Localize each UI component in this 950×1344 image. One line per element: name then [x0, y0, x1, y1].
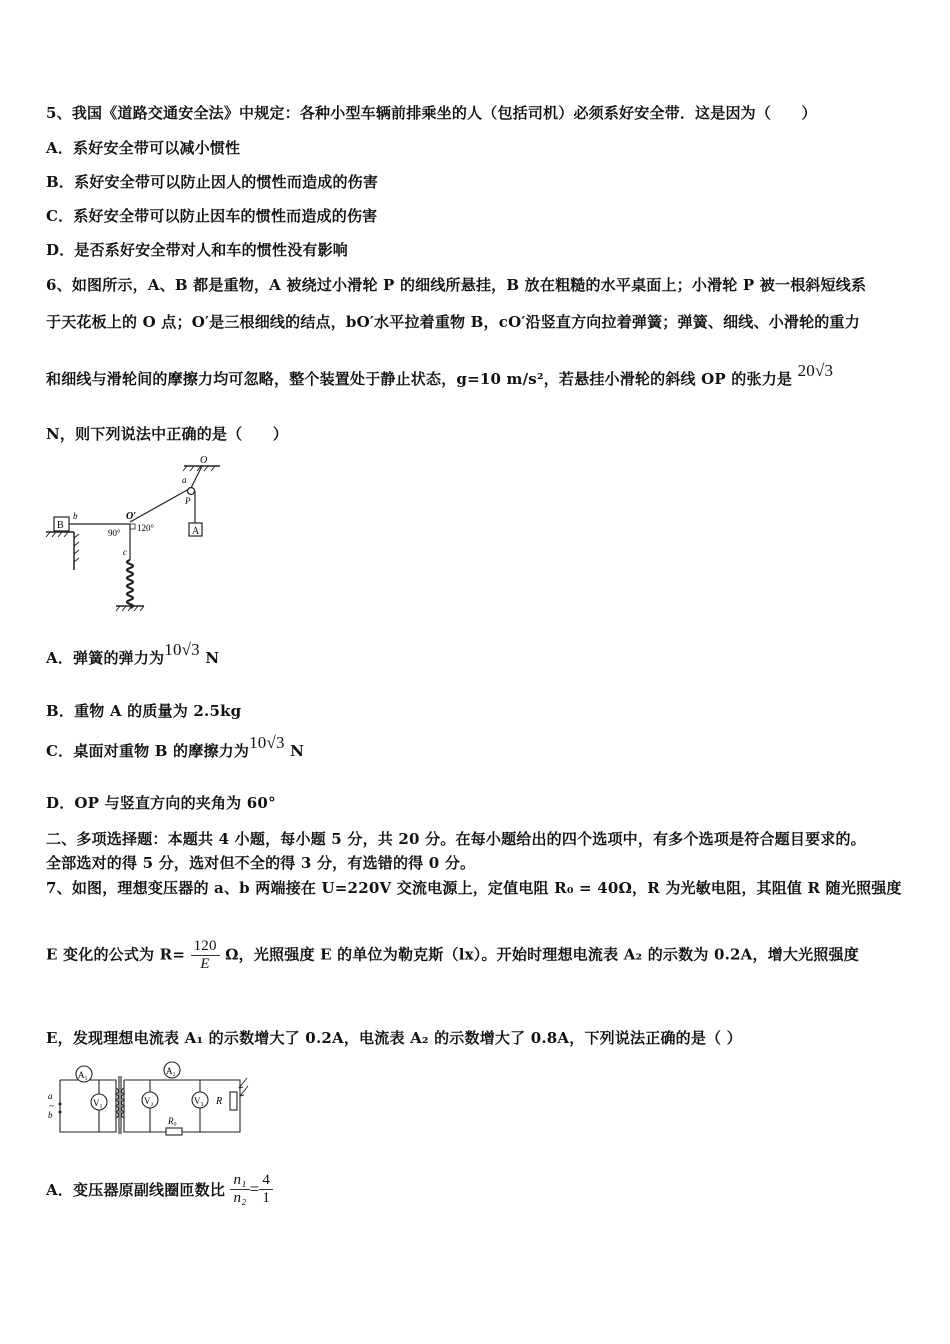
label-angle-90: 90° — [108, 528, 121, 538]
q6-pulley-diagram — [44, 452, 234, 614]
q6-tension-value: 20√3 — [797, 361, 834, 380]
q7-option-a — [46, 1172, 273, 1207]
resistor-r0 — [166, 1128, 182, 1135]
q5-option-c: C．系好安全带可以防止因车的惯性而造成的伤害 — [46, 207, 378, 225]
q6-line2: 于天花板上的 O 点；O′是三根细线的结点，bO′水平拉着重物 B，cO′沿竖直方向拉着弹簧；弹簧、细线、小滑轮的重力 — [46, 313, 860, 331]
photoresistor-r — [230, 1092, 237, 1110]
q6-option-a — [46, 640, 220, 668]
q6-line1: 6、如图所示，A、B 都是重物，A 被绕过小滑轮 P 的细线所悬挂，B 放在粗糙的水平桌面上；小滑轮 P 被一根斜短线系 — [46, 276, 867, 294]
q6-option-a-text: A．弹簧的弹力为 — [46, 649, 165, 667]
label-terminal-a: a — [48, 1091, 53, 1101]
q6-option-c-text: C．桌面对重物 B 的摩擦力为 — [46, 742, 250, 760]
q5-stem: 5、我国《道路交通安全法》中规定：各种小型车辆前排乘坐的人（包括司机）必须系好安全带．这是因为（ ） — [46, 104, 817, 122]
q6-line3-text: 和细线与滑轮间的摩擦力均可忽略，整个装置处于静止状态，g=10 m/s²，若悬挂小滑轮的斜线 OP 的张力是 — [46, 370, 793, 388]
q6-line3 — [46, 361, 834, 389]
label-terminal-b: b — [48, 1110, 53, 1120]
label-v2: V₂ — [144, 1096, 154, 1106]
q7-n2: n₂ — [230, 1189, 249, 1207]
label-a: a — [182, 475, 187, 485]
spring — [127, 560, 133, 608]
q5-option-d: D．是否系好安全带对人和车的惯性没有影响 — [46, 241, 349, 259]
label-c: c — [123, 547, 127, 557]
label-b-box: B — [57, 520, 64, 531]
q7-ratio-num: 4 — [262, 1172, 271, 1188]
q7-frac-den: E — [191, 955, 220, 973]
q7-option-a-text: A．变压器原副线圈匝数比 — [46, 1181, 226, 1199]
q7-line3: E，发现理想电流表 A₁ 的示数增大了 0.2A，电流表 A₂ 的示数增大了 0.8A，下列说法正确的是（ ） — [46, 1029, 742, 1047]
q6-option-d: D．OP 与竖直方向的夹角为 60° — [46, 794, 276, 812]
q7-formula-fraction — [191, 938, 220, 973]
q7-n1: n₁ — [233, 1172, 247, 1188]
q6-option-c-unit: N — [290, 742, 305, 760]
q6-option-a-math: 10√3 — [164, 640, 200, 659]
q5-option-b: B．系好安全带可以防止因人的惯性而造成的伤害 — [46, 173, 379, 191]
label-r: R — [216, 1096, 223, 1107]
q7-line2-post: Ω，光照强度 E 的单位为勒克斯（lx）。开始时理想电流表 A₂ 的示数为 0.2A，增大光照强度 — [225, 945, 859, 964]
q6-option-a-unit: N — [205, 649, 220, 667]
label-a-box: A — [192, 526, 200, 537]
label-b: b — [73, 511, 78, 521]
q7-transformer-circuit — [44, 1058, 249, 1136]
label-angle-120: 120° — [137, 523, 155, 533]
pulley-p — [188, 488, 195, 495]
q6-option-c — [46, 733, 305, 761]
q6-option-c-math: 10√3 — [249, 733, 285, 752]
q7-turns-ratio-lhs — [230, 1172, 249, 1207]
q7-line2 — [46, 938, 859, 973]
label-r0: R₀ — [168, 1116, 177, 1126]
label-o: O — [200, 455, 208, 466]
q7-equals: = — [249, 1179, 260, 1199]
label-tilde: ~ — [49, 1101, 54, 1111]
label-p: P — [185, 496, 191, 506]
q7-turns-ratio-rhs — [259, 1172, 273, 1207]
q7-frac-num: 120 — [193, 938, 217, 954]
label-v1: V₁ — [93, 1098, 103, 1108]
op-line — [191, 466, 202, 488]
q7-line1: 7、如图，理想变压器的 a、b 两端接在 U=220V 交流电源上，定值电阻 R₀ = 40Ω，R 为光敏电阻，其阻值 R 随光照强度 — [46, 879, 902, 897]
rope-o-prime-to-p — [130, 489, 189, 522]
q7-line2-pre: E 变化的公式为 R= — [46, 945, 186, 964]
label-o-prime: O′ — [126, 511, 137, 522]
q5-option-a: A．系好安全带可以减小惯性 — [46, 139, 241, 157]
section2-line1: 二、多项选择题：本题共 4 小题，每小题 5 分，共 20 分。在每小题给出的四个选项中，有多个选项是符合题目要求的。 — [46, 830, 866, 848]
q7-ratio-den: 1 — [259, 1189, 273, 1207]
label-v3: V₃ — [194, 1096, 204, 1106]
label-a1: A₁ — [78, 1070, 88, 1080]
label-a2: A₂ — [166, 1066, 176, 1076]
section2-line2: 全部选对的得 5 分，选对但不全的得 3 分，有选错的得 0 分。 — [46, 854, 476, 872]
q6-option-b: B．重物 A 的质量为 2.5kg — [46, 702, 242, 720]
q6-line4: N，则下列说法中正确的是（ ） — [46, 425, 288, 443]
